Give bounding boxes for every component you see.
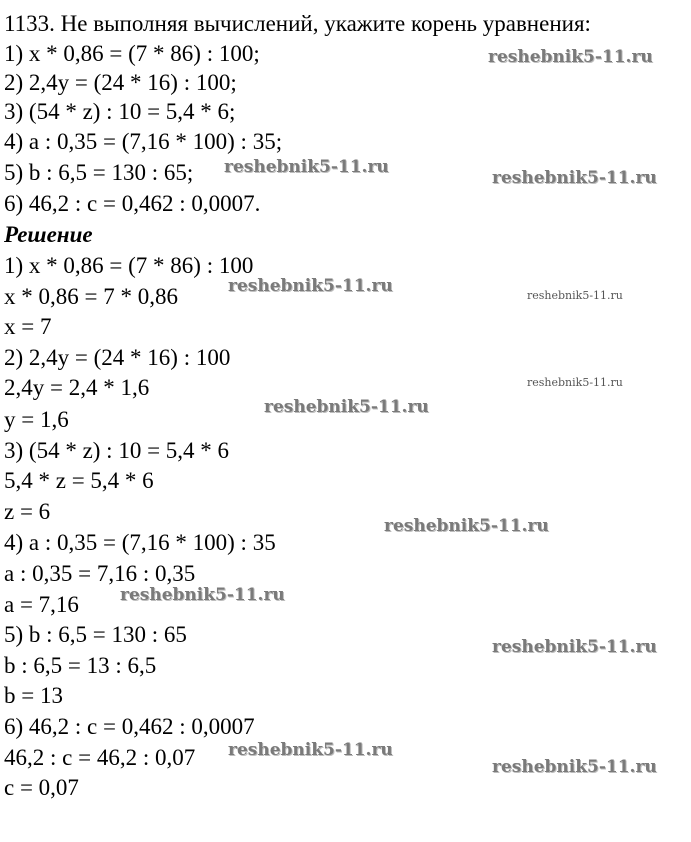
solution-line: a = 7,16 (4, 592, 79, 617)
watermark: reshebnik5-11.ru (492, 637, 657, 657)
problem-item-2: 2) 2,4y = (24 * 16) : 100; (4, 70, 237, 95)
watermark: reshebnik5-11.ru (224, 157, 389, 177)
solution-line: 3) (54 * z) : 10 = 5,4 * 6 (4, 438, 230, 463)
solution-line: x = 7 (4, 314, 52, 339)
watermark: reshebnik5-11.ru (120, 585, 285, 605)
solution-line: y = 1,6 (4, 407, 69, 432)
watermark: reshebnik5-11.ru (492, 168, 657, 188)
solution-line: 1) x * 0,86 = (7 * 86) : 100 (4, 253, 254, 278)
problem-item-3: 3) (54 * z) : 10 = 5,4 * 6; (4, 99, 236, 124)
solution-line: 5,4 * z = 5,4 * 6 (4, 468, 154, 493)
problem-item-1: 1) x * 0,86 = (7 * 86) : 100; (4, 41, 260, 66)
solution-line: a : 0,35 = 7,16 : 0,35 (4, 561, 196, 586)
solution-line: 4) a : 0,35 = (7,16 * 100) : 35 (4, 530, 276, 555)
solution-line: 46,2 : c = 46,2 : 0,07 (4, 745, 196, 770)
problem-item-4: 4) a : 0,35 = (7,16 * 100) : 35; (4, 129, 283, 154)
watermark: reshebnik5-11.ru (488, 47, 653, 67)
problem-statement: 1133. Не выполняя вычислений, укажите корень уравнения: (4, 11, 591, 36)
solution-line: b : 6,5 = 13 : 6,5 (4, 653, 157, 678)
solution-line: z = 6 (4, 499, 51, 524)
solution-heading: Решение (4, 222, 93, 247)
watermark: reshebnik5-11.ru (492, 757, 657, 777)
solution-line: 2) 2,4y = (24 * 16) : 100 (4, 345, 231, 370)
solution-line: 2,4y = 2,4 * 1,6 (4, 375, 150, 400)
solution-line: x * 0,86 = 7 * 0,86 (4, 284, 178, 309)
watermark: reshebnik5-11.ru (384, 516, 549, 536)
problem-item-6: 6) 46,2 : c = 0,462 : 0,0007. (4, 191, 261, 216)
watermark: reshebnik5-11.ru (228, 276, 393, 296)
watermark: reshebnik5-11.ru (228, 740, 393, 760)
solution-line: c = 0,07 (4, 775, 79, 800)
watermark: reshebnik5-11.ru (264, 397, 429, 417)
solution-line: 6) 46,2 : c = 0,462 : 0,0007 (4, 714, 255, 739)
solution-line: 5) b : 6,5 = 130 : 65 (4, 622, 187, 647)
solution-line: b = 13 (4, 683, 63, 708)
watermark: reshebnik5-11.ru (527, 376, 623, 389)
watermark: reshebnik5-11.ru (527, 289, 623, 302)
problem-item-5: 5) b : 6,5 = 130 : 65; (4, 160, 194, 185)
